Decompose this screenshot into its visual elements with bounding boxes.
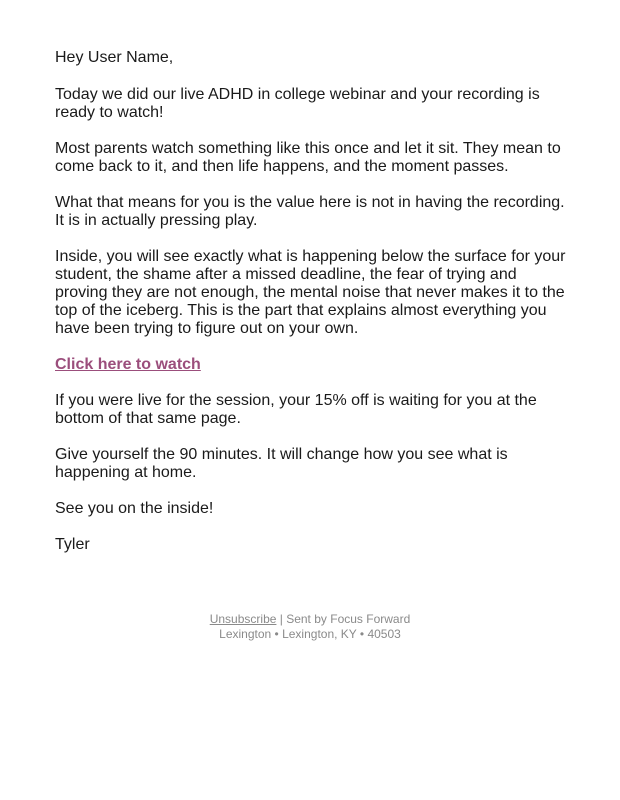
footer-line-1 xyxy=(0,612,620,627)
cta-container xyxy=(55,356,570,374)
email-greeting: Hey User Name, xyxy=(55,49,174,66)
email-paragraph-4: Inside, you will see exactly what is happening below the surface for your student, the shame after a missed deadline, the fear of trying and proving they are not enough, the mental noise that never makes it to the top of the iceberg. This is the part that explains almost everything you have been trying to figure out on your own. xyxy=(55,248,566,337)
email-paragraph-1: Today we did our live ADHD in college webinar and your recording is ready to watch! xyxy=(55,86,540,121)
unsubscribe-link[interactable]: Unsubscribe xyxy=(209,612,277,626)
email-paragraph-2: Most parents watch something like this once and let it sit. They mean to come back to it, and then life happens, and the moment passes. xyxy=(55,140,561,175)
watch-recording-link[interactable]: Click here to watch xyxy=(55,356,201,373)
footer-address: Lexington • Lexington, KY • 40503 xyxy=(219,627,401,641)
sent-by-text: | Sent by Focus Forward xyxy=(276,612,411,626)
email-signature: Tyler xyxy=(55,536,90,553)
email-paragraph-3: What that means for you is the value here is not in having the recording. It is in actually pressing play. xyxy=(55,194,565,229)
email-paragraph-90-minutes: Give yourself the 90 minutes. It will change how you see what is happening at home. xyxy=(55,446,508,481)
email-closing: See you on the inside! xyxy=(55,500,214,517)
email-paragraph-discount: If you were live for the session, your 15% off is waiting for you at the bottom of that same page. xyxy=(55,392,537,427)
email-body xyxy=(55,49,570,554)
email-footer xyxy=(0,612,620,642)
